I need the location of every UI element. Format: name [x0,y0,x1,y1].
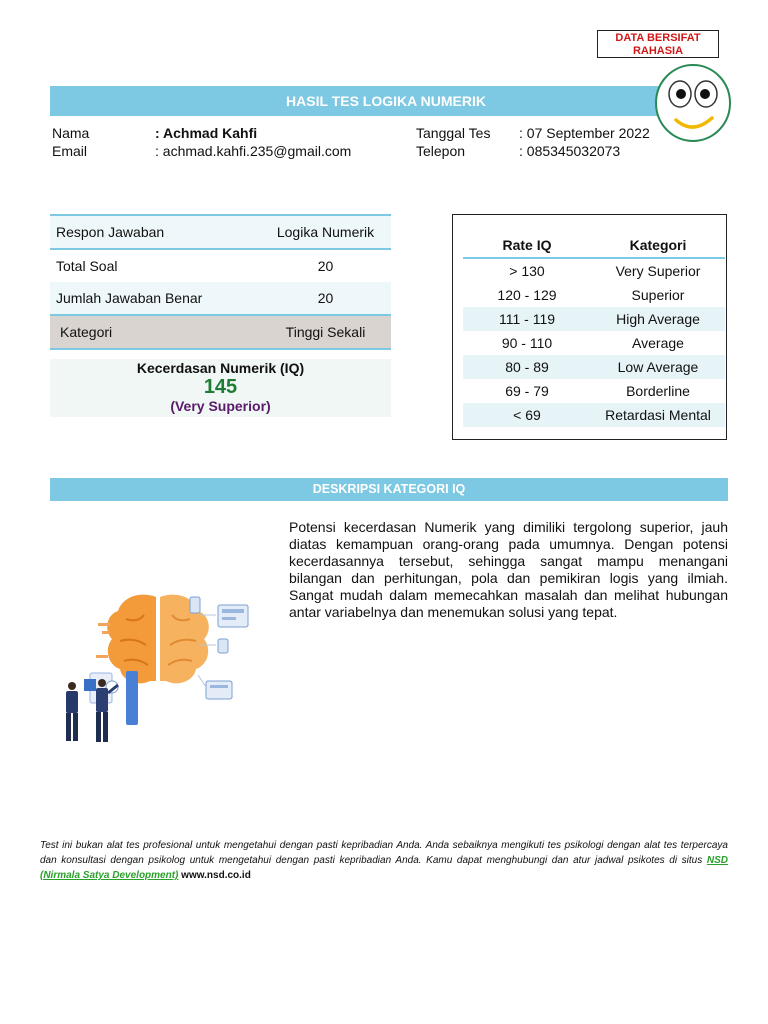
table-row [50,315,391,349]
iq-rate-table [463,233,725,427]
smiley-face-icon [654,63,732,143]
table-row [463,258,725,283]
email-label: Email [52,143,88,159]
date-label: Tanggal Tes [416,125,491,141]
table-row [463,355,725,379]
row-value: 20 [317,258,334,274]
response-header-label: Respon Jawaban [56,224,165,240]
date-value: : 07 September 2022 [519,125,650,141]
category-header: Kategori [629,237,687,253]
rate-cell: 80 - 89 [505,359,549,375]
brain-illustration [50,575,265,755]
table-row [463,307,725,331]
row-value: 20 [317,290,334,306]
category-cell: Low Average [617,359,699,375]
rate-header: Rate IQ [502,237,552,253]
table-row [50,282,391,315]
category-cell: High Average [616,311,700,327]
name-value: : Achmad Kahfi [155,125,258,141]
description-title: DESKRIPSI KATEGORI IQ [50,478,728,501]
category-cell: Superior [631,287,685,303]
confidential-stamp [597,30,719,58]
iq-category: (Very Superior) [170,398,271,414]
table-row [463,379,725,403]
email-value: : achmad.kahfi.235@gmail.com [155,143,352,159]
footer-disclaimer [40,838,728,883]
rate-cell: < 69 [513,407,541,423]
category-cell: Borderline [626,383,690,399]
nsd-site[interactable]: www.nsd.co.id [181,870,251,881]
name-label: Nama [52,125,90,141]
iq-value: 145 [203,376,238,398]
category-cell: Retardasi Mental [605,407,711,423]
response-table-header [50,215,391,249]
description-text: Potensi kecerdasan Numerik yang dimiliki tergolong superior, jauh diatas kemampuan orang-orang pada umumnya. Dengan potensi kecerdasannya tersebut, sehingga sangat mampu menangani bilangan dan perhitungan, pola dan pemikiran logis yang ilmiah. Sangat mudah dalam memecahkan masalah dan melihat hubungan antar variabelnya dan menemukan solusi yang tepat. [289,519,728,620]
category-cell: Very Superior [615,263,701,279]
rate-cell: > 130 [509,263,545,279]
rate-cell: 90 - 110 [501,335,553,351]
rate-cell: 111 - 119 [498,311,556,327]
phone-value: : 085345032073 [519,143,621,159]
iq-label: Kecerdasan Numerik (IQ) [136,360,305,376]
rate-cell: 69 - 79 [505,383,549,399]
row-value: Tinggi Sekali [285,324,366,340]
table-row [50,249,391,282]
response-header-value: Logika Numerik [276,224,375,240]
nsd-link[interactable]: NSD (Nirmala Satya Development) [40,855,729,881]
category-cell: Average [632,335,684,351]
stamp-line-2: RAHASIA [632,45,684,57]
page-title: HASIL TES LOGIKA NUMERIK [50,86,722,116]
stamp-line-1: DATA BERSIFAT [615,32,701,44]
footer-text: Test ini bukan alat tes profesional untuk mengetahui dengan pasti kepribadian Anda. Anda sebaiknya mengikuti tes psikologi dengan alat tes terpercaya dan konsultasi dengan psikolog untuk mengetahui dengan pasti kepribadian Anda. Kamu dapat menghubungi dan atur jadwal psikotes di situs [40,840,728,866]
rate-table-header [463,233,725,258]
phone-label: Telepon [416,143,466,159]
row-label: Jumlah Jawaban Benar [56,290,203,306]
rate-cell: 120 - 129 [497,287,557,303]
table-row [463,283,725,307]
iq-result-box [50,359,391,417]
table-row [463,331,725,355]
row-label: Kategori [60,324,113,340]
iq-rate-box [452,214,727,440]
table-row [463,403,725,427]
row-label: Total Soal [56,258,118,274]
response-table [50,214,391,350]
